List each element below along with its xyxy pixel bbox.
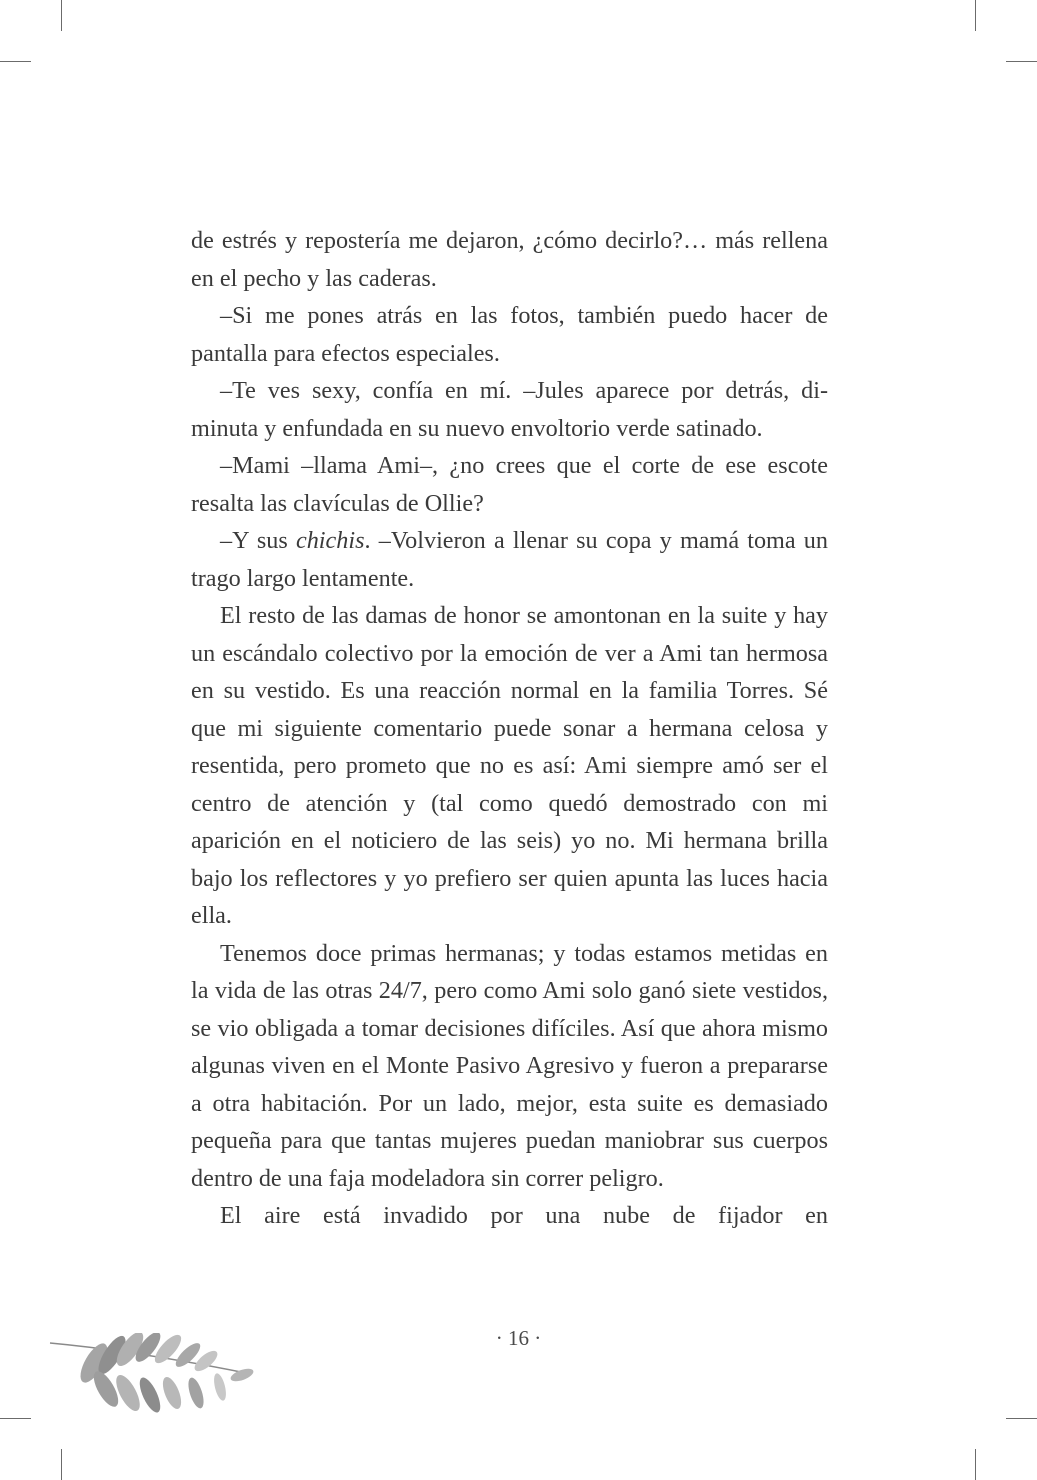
page-number: · 16 · [495,1326,542,1350]
crop-mark-right-top [1006,61,1037,62]
paragraph: –Si me pones atrás en las fotos, también puedo hacer de pantalla para efectos especiales. [191,302,828,367]
crop-mark-bottom-right [975,1449,976,1480]
paragraph: –Mami –llama Ami–, ¿no crees que el corte de ese escote resalta las clavículas de Ollie? [191,452,828,517]
paragraph [191,522,828,597]
crop-mark-top-left [61,0,62,31]
paragraph: Tenemos doce primas hermanas; y todas estamos metidas en la vida de las otras 24/7, pero como Ami solo ganó siete vestidos, se vio obligada a tomar decisiones difíciles. Así que ahora mismo algunas viven en el Monte Pasivo Agresivo y fueron a prepararse a otra habitación. Por un lado, mejor, esta suite es demasiado pequeña para que tantas mujeres puedan maniobrar sus cuerpos dentro de una faja modeladora sin correr peligro. [191,939,828,1192]
leaf-branch-icon [46,1333,258,1425]
crop-mark-right-bottom [1006,1418,1037,1419]
paragraph: El aire está invadido por una nube de fijador en [220,1202,828,1229]
body-text [191,222,828,1235]
crop-mark-left-top [0,61,31,62]
paragraph: –Te ves sexy, confía en mí. –Jules aparece por detrás, diminuta y enfundada en su nuevo envoltorio verde satinado. [191,377,828,442]
crop-mark-top-right [975,0,976,31]
paragraph: de estrés y repostería me dejaron, ¿cómo decirlo?… más rellena en el pecho y las caderas. [191,227,828,292]
crop-mark-left-bottom [0,1418,31,1419]
paragraph-text: . –Volvieron a llenar su copa y mamá toma un trago largo lentamente. [191,527,828,592]
italic-word: chichis [295,527,365,554]
paragraph: El resto de las damas de honor se amontonan en la suite y hay un escándalo colectivo por la emoción de ver a Ami tan hermosa en su vestido. Es una reacción normal en la familia Torres. Sé que mi siguiente comentario puede sonar a hermana celosa y resentida, pero prometo que no es así: Ami siempre amó ser el centro de atención y (tal como quedó demostrado con mi aparición en el noticiero de las seis) yo no. Mi hermana brilla bajo los reflectores y yo prefiero ser quien apunta las luces hacia ella. [191,602,828,929]
crop-mark-bottom-left [61,1449,62,1480]
paragraph-text: –Y sus [220,527,296,554]
